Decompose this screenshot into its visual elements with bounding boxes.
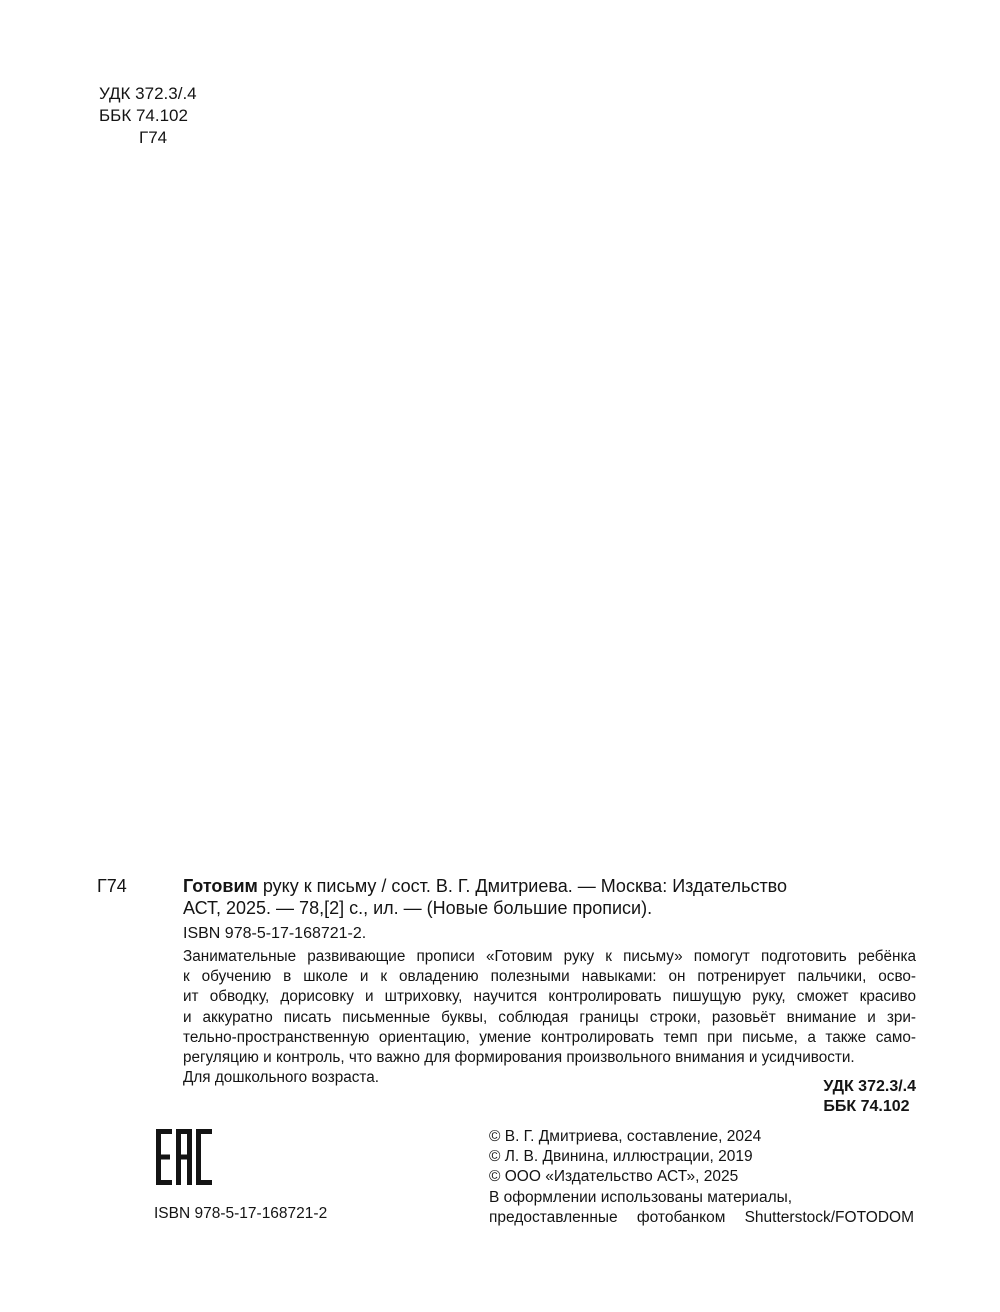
copyright-line: © Л. В. Двинина, иллюстрации, 2019 bbox=[489, 1148, 753, 1166]
biblio-line2: АСТ, 2025. — 78,[2] с., ил. — (Новые большие прописи). bbox=[183, 898, 653, 918]
udk-index: УДК 372.3/.4 bbox=[99, 84, 197, 103]
annotation-line: к обучению в школе и к овладению полезными навыками: он потренирует пальчики, осво- bbox=[183, 968, 916, 986]
eac-conformity-mark-icon bbox=[156, 1129, 212, 1185]
isbn-bottom: ISBN 978-5-17-168721-2 bbox=[154, 1205, 328, 1222]
cutter-code: Г74 bbox=[139, 128, 168, 147]
annotation-line: регуляцию и контроль, что важно для формирования произвольного внимания и усидчивости. bbox=[183, 1049, 855, 1067]
copyright-line: © В. Г. Дмитриева, составление, 2024 bbox=[489, 1128, 762, 1145]
record-isbn: ISBN 978-5-17-168721-2. bbox=[183, 925, 367, 942]
audience-note: Для дошкольного возраста. bbox=[183, 1069, 379, 1087]
copyright-block bbox=[489, 1127, 914, 1228]
record-cutter-code: Г74 bbox=[97, 876, 127, 896]
annotation-block bbox=[183, 947, 916, 1088]
copyright-line: В оформлении использованы материалы, bbox=[489, 1188, 793, 1206]
annotation-line: ит обводку, дорисовку и штриховку, научится контролировать пишущую руку, сможет красиво bbox=[183, 988, 916, 1006]
bibliographic-description bbox=[183, 875, 916, 919]
annotation-line: и аккуратно писать письменные буквы, соблюдая границы строки, разовьёт внимание и зри- bbox=[183, 1008, 916, 1026]
annotation-line: тельно-пространственную ориентацию, умение контролировать темп при письме, а также само- bbox=[183, 1028, 916, 1046]
top-classification-block bbox=[99, 83, 197, 149]
annotation-line: Занимательные развивающие прописи «Готовим руку к письму» помогут подготовить ребёнка bbox=[183, 948, 916, 965]
biblio-line1-rest: руку к письму / сост. В. Г. Дмитриева. — Москва: Издательство bbox=[257, 876, 788, 896]
bbk-index: ББК 74.102 bbox=[99, 106, 188, 125]
bbk-index-bottom: ББК 74.102 bbox=[823, 1098, 910, 1115]
udk-index-bottom: УДК 372.3/.4 bbox=[823, 1078, 916, 1095]
bottom-classification-block bbox=[823, 1077, 916, 1117]
book-title-bold: Готовим bbox=[183, 876, 258, 896]
copyright-line: предоставленные фотобанком Shutterstock/FOTODOM bbox=[489, 1208, 914, 1226]
copyright-line: © ООО «Издательство АСТ», 2025 bbox=[489, 1168, 739, 1186]
